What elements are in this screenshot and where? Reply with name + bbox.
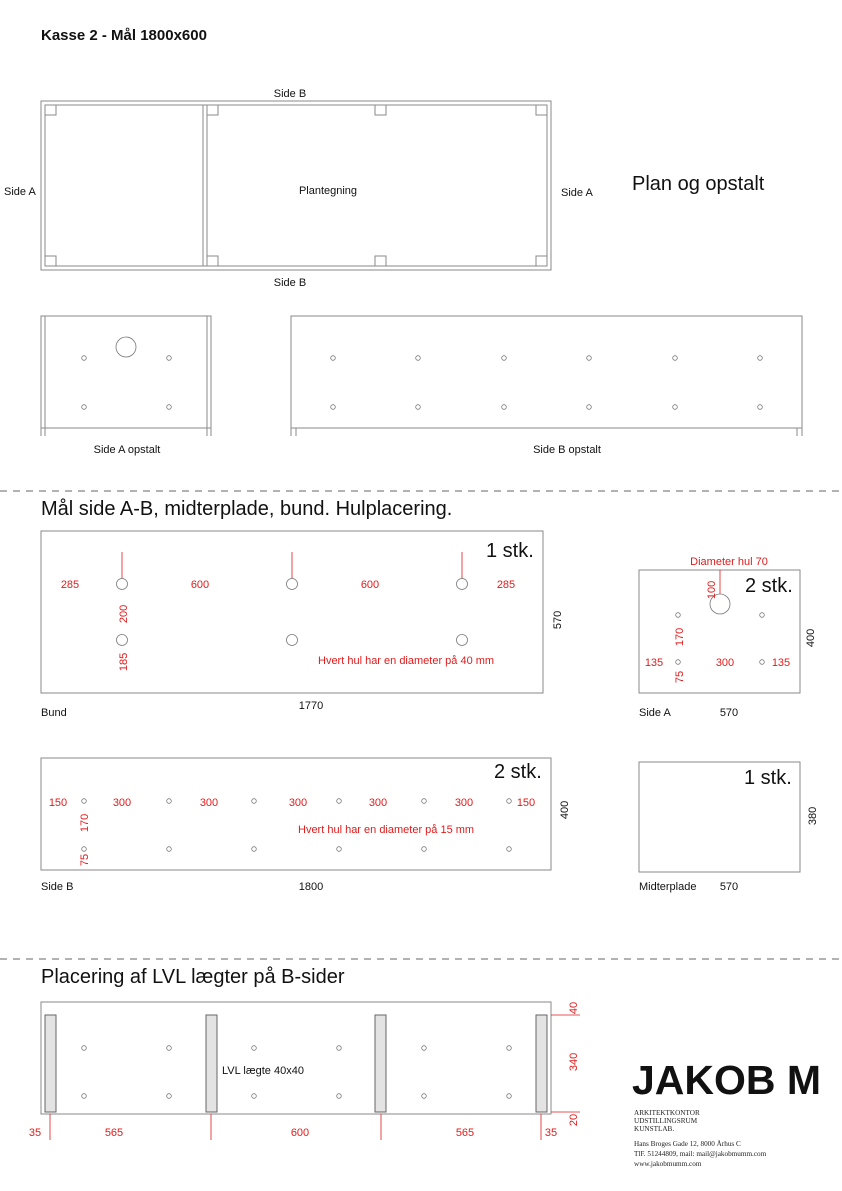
small-hole	[422, 1094, 427, 1099]
brand-line: TlF. 51244809, mail: mail@jakobmumm.com	[634, 1150, 767, 1158]
side-b-elevation	[291, 316, 802, 456]
side-b-dim: 150	[48, 797, 68, 809]
bund-hole	[117, 635, 128, 646]
plan-corner	[536, 256, 547, 266]
side-a-v-dim-top: 170	[674, 627, 686, 647]
small-hole	[82, 1046, 87, 1051]
bund-hole	[117, 579, 128, 590]
lvl-v-dim: 40	[568, 1001, 580, 1015]
midterplade-count: 1 stk.	[744, 767, 792, 789]
bund-count: 1 stk.	[486, 540, 534, 562]
small-hole	[758, 356, 763, 361]
side-a-elev-hole	[167, 356, 172, 361]
side-a-dim: 135	[771, 657, 791, 669]
plan-label-side-b-bottom: Side B	[273, 277, 307, 289]
side-b-dim: 150	[516, 797, 536, 809]
bund-dim: 600	[360, 579, 380, 591]
side-a-diameter-note: Diameter hul 70	[690, 556, 768, 568]
small-hole	[82, 799, 87, 804]
small-hole	[337, 1094, 342, 1099]
small-hole	[252, 1046, 257, 1051]
small-hole	[422, 1046, 427, 1051]
side-b-width: 1800	[298, 881, 324, 893]
small-hole	[587, 405, 592, 410]
side-b-dim: 300	[112, 797, 132, 809]
bund-v-dim-top: 200	[118, 604, 130, 624]
small-hole	[416, 405, 421, 410]
lvl-v-dim: 340	[568, 1052, 580, 1072]
section3-heading: Placering af LVL lægter på B-sider	[41, 966, 345, 988]
lvl-batten	[536, 1015, 547, 1112]
plan-corner	[207, 105, 218, 115]
midterplade-caption: Midterplade	[639, 881, 697, 893]
lvl-batten	[206, 1015, 217, 1112]
bund-hole	[287, 579, 298, 590]
lvl-v-dim: 20	[568, 1113, 580, 1127]
small-hole	[337, 1046, 342, 1051]
side-b-note: Hvert hul har en diameter på 15 mm	[298, 824, 475, 836]
side-a-panel	[639, 556, 817, 719]
side-b-panel	[41, 758, 571, 893]
bund-dim: 285	[60, 579, 80, 591]
plan-heading: Plan og opstalt	[632, 173, 765, 195]
small-hole	[331, 405, 336, 410]
small-hole	[422, 847, 427, 852]
brand-block	[632, 1057, 821, 1168]
plan-corner	[45, 105, 56, 115]
plan-view	[4, 88, 593, 289]
plan-corner	[536, 105, 547, 115]
side-b-elev-caption: Side B opstalt	[533, 444, 601, 456]
side-a-v-dim-bottom: 75	[674, 670, 686, 684]
lvl-label: LVL lægte 40x40	[222, 1065, 304, 1077]
side-b-elev-outline	[291, 316, 802, 428]
small-hole	[507, 1046, 512, 1051]
side-a-width: 570	[719, 707, 739, 719]
side-b-height: 400	[559, 800, 571, 820]
side-b-v-dim-top: 170	[79, 813, 91, 833]
side-a-hole	[760, 613, 765, 618]
plan-corner	[207, 256, 218, 266]
plan-label-side-b-top: Side B	[273, 88, 307, 100]
brand-line: ARKITEKTKONTOR	[634, 1109, 700, 1117]
brand-line: KUNSTLAB.	[634, 1125, 675, 1133]
lvl-dim: 565	[455, 1127, 475, 1139]
small-hole	[167, 847, 172, 852]
small-hole	[587, 356, 592, 361]
small-hole	[167, 799, 172, 804]
small-hole	[167, 1094, 172, 1099]
bund-width: 1770	[298, 700, 324, 712]
small-hole	[331, 356, 336, 361]
side-a-elev-large-hole	[116, 337, 136, 357]
side-a-count: 2 stk.	[745, 575, 793, 597]
small-hole	[502, 405, 507, 410]
small-hole	[337, 847, 342, 852]
bund-dim: 600	[190, 579, 210, 591]
side-b-count: 2 stk.	[494, 761, 542, 783]
small-hole	[673, 405, 678, 410]
small-hole	[502, 356, 507, 361]
small-hole	[252, 1094, 257, 1099]
small-hole	[673, 356, 678, 361]
side-a-elev-hole	[167, 405, 172, 410]
midterplade-panel	[639, 762, 819, 893]
bund-note: Hvert hul har en diameter på 40 mm	[318, 655, 495, 667]
bund-v-dim-bottom: 185	[118, 652, 130, 672]
small-hole	[337, 799, 342, 804]
plan-corner	[45, 256, 56, 266]
side-b-caption: Side B	[41, 881, 74, 893]
small-hole	[167, 1046, 172, 1051]
lvl-dim: 600	[290, 1127, 310, 1139]
lvl-dim: 35	[28, 1127, 42, 1139]
lvl-panel	[29, 1002, 580, 1140]
lvl-dim: 565	[104, 1127, 124, 1139]
small-hole	[252, 799, 257, 804]
brand-line: UDSTILLINGSRUM	[634, 1117, 698, 1125]
plan-corner	[375, 256, 386, 266]
side-b-dim: 300	[368, 797, 388, 809]
side-a-dim: 135	[644, 657, 664, 669]
brand-line: Hans Broges Gade 12, 8000 Århus C	[634, 1140, 741, 1148]
bund-hole	[287, 635, 298, 646]
brand-line: www.jakobmumm.com	[634, 1160, 702, 1168]
bund-dim: 285	[496, 579, 516, 591]
side-b-dim: 300	[199, 797, 219, 809]
section2-heading: Mål side A-B, midterplade, bund. Hulplacering.	[41, 498, 453, 520]
small-hole	[252, 847, 257, 852]
side-a-hole	[676, 660, 681, 665]
side-b-v-dim-bottom: 75	[79, 853, 91, 867]
bund-height: 570	[552, 610, 564, 630]
small-hole	[758, 405, 763, 410]
plan-outline	[41, 101, 551, 270]
brand-logo: JAKOB M	[632, 1057, 822, 1103]
plan-label-side-a-right: Side A	[561, 187, 593, 199]
side-b-dim: 300	[454, 797, 474, 809]
small-hole	[82, 1094, 87, 1099]
side-a-height: 400	[805, 628, 817, 648]
small-hole	[507, 1094, 512, 1099]
lvl-dim: 35	[544, 1127, 558, 1139]
side-a-caption: Side A	[639, 707, 671, 719]
plan-center-label: Plantegning	[298, 185, 358, 197]
lvl-batten	[45, 1015, 56, 1112]
bund-caption: Bund	[41, 707, 67, 719]
side-a-elev-caption: Side A opstalt	[93, 444, 161, 456]
side-a-hole	[760, 660, 765, 665]
side-b-outline	[41, 758, 551, 870]
lvl-outline	[41, 1002, 551, 1114]
small-hole	[507, 847, 512, 852]
side-a-elev-hole	[82, 356, 87, 361]
plan-inner-outline	[45, 105, 547, 266]
small-hole	[416, 356, 421, 361]
side-a-hole-offset: 100	[706, 580, 718, 600]
bund-panel	[41, 531, 564, 719]
side-a-elev-outline	[41, 316, 211, 428]
plan-corner	[375, 105, 386, 115]
side-b-elev-holes	[331, 356, 763, 410]
midterplade-height: 380	[807, 806, 819, 826]
side-a-dim: 300	[715, 657, 735, 669]
side-a-hole	[676, 613, 681, 618]
small-hole	[82, 847, 87, 852]
bund-hole	[457, 635, 468, 646]
side-a-elev-hole	[82, 405, 87, 410]
side-b-dim: 300	[288, 797, 308, 809]
sheet-title: Kasse 2 - Mål 1800x600	[41, 27, 207, 44]
small-hole	[422, 799, 427, 804]
midterplade-width: 570	[719, 881, 739, 893]
plan-label-side-a-left: Side A	[4, 186, 36, 198]
side-a-elevation	[41, 316, 211, 456]
small-hole	[507, 799, 512, 804]
bund-hole	[457, 579, 468, 590]
lvl-batten	[375, 1015, 386, 1112]
